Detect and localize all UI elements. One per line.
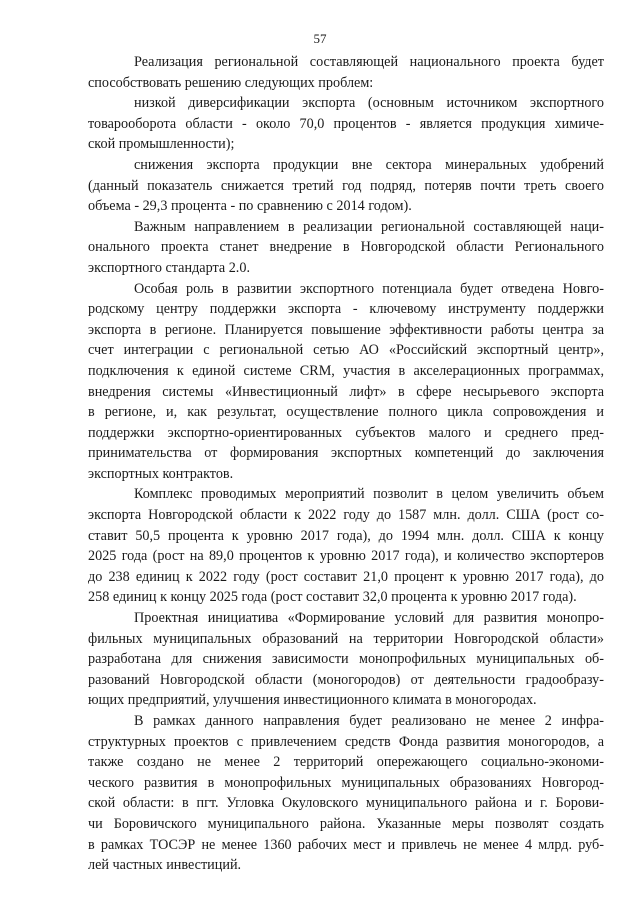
text-line: принимательства от формирования экспортных компетенций до заключения: [88, 445, 604, 462]
text-line: структурных проектов с привлечением средств Фонда развития моногородов, а: [88, 733, 604, 750]
text-line: экспортных контрактов.: [88, 465, 234, 482]
text-line: лей частных инвестиций.: [88, 857, 242, 874]
text-line: поддержки экспортно-ориентированных субъектов малого и среднего пред-: [88, 424, 604, 441]
text-line: родскому центру поддержки экспорта - ключевому инструменту поддержки: [88, 301, 604, 318]
text-line: подключения к единой системе CRM, участия в акселерационных программах,: [88, 362, 604, 379]
text-line: ской области: в пгт. Угловка Окуловского муниципального района и г. Борови-: [88, 795, 604, 812]
text-line: разработана для снижения зависимости монопрофильных муниципальных об-: [88, 651, 604, 668]
text-line: экспорта Новгородской области к 2022 году до 1587 млн. долл. США (рост со-: [88, 507, 604, 524]
text-line: онального проекта станет внедрение в Новгородской области Регионального: [88, 239, 604, 256]
text-line: до 238 единиц к 2022 году (рост составит 21,0 процент к уровню 2017 года), до: [88, 568, 604, 585]
text-line: товарооборота области - около 70,0 процентов - является продукция химиче-: [88, 115, 604, 132]
text-line: внедрения системы «Инвестиционный лифт» в сфере несырьевого экспорта: [88, 383, 604, 400]
text-line: (данный показатель снижается третий год подряд, потеряв почти треть своего: [88, 177, 604, 194]
document-body: [88, 52, 604, 876]
text-line: ставит 50,5 процента к уровню 2017 года), до 1994 млн. долл. США к концу: [88, 527, 604, 544]
text-line: В рамках данного направления будет реализовано не менее 2 инфра-: [134, 713, 604, 729]
text-line: экспорта в регионе. Планируется повышение эффективности работы центра за: [88, 321, 604, 338]
text-line: Особая роль в развитии экспортного потенциала будет отведена Новго-: [134, 280, 604, 297]
text-line: также создано не менее 2 территорий опережающего социально-экономи-: [88, 754, 604, 771]
text-line: 258 единиц к концу 2025 года (рост составит 32,0 процента к уровню 2017 года).: [88, 589, 577, 606]
text-line: в регионе, и, как результат, осуществление полного цикла сопровождения и: [88, 404, 604, 421]
text-line: способствовать решению следующих проблем:: [88, 74, 374, 91]
text-line: чи Боровичского муниципального района. Указанные меры позволят создать: [88, 815, 604, 832]
text-line: счет интеграции с региональной сетью АО «Российский экспортный центр»,: [88, 342, 604, 359]
text-line: Важным направлением в реализации региональной составляющей наци-: [134, 218, 604, 235]
text-line: Реализация региональной составляющей национального проекта будет: [134, 54, 604, 70]
text-line: 2025 года (рост на 89,0 процентов к уровню 2017 года), и количество экспортеров: [88, 548, 604, 565]
text-line: объема - 29,3 процента - по сравнению с 2014 годом).: [88, 198, 412, 215]
text-line: экспортного стандарта 2.0.: [88, 259, 250, 276]
text-line: ской промышленности);: [88, 136, 235, 153]
text-line: разований Новгородской области (моногородов) от деятельности градообразу-: [88, 671, 604, 688]
text-line: низкой диверсификации экспорта (основным источником экспортного: [134, 95, 604, 112]
text-line: Проектная инициатива «Формирование условий для развития монопро-: [134, 610, 604, 627]
text-line: ческого развития в монопрофильных муниципальных образованиях Новгород-: [88, 774, 604, 791]
text-line: фильных муниципальных образований на территории Новгородской области»: [88, 630, 604, 647]
page-number: 57: [313, 31, 327, 46]
text-line: в рамках ТОСЭР не менее 1360 рабочих мест и привлечь не менее 4 млрд. руб-: [88, 836, 604, 853]
text-line: ющих предприятий, улучшения инвестиционного климата в моногородах.: [88, 692, 537, 709]
text-line: Комплекс проводимых мероприятий позволит в целом увеличить объем: [134, 486, 604, 503]
text-line: снижения экспорта продукции вне сектора минеральных удобрений: [134, 156, 604, 173]
